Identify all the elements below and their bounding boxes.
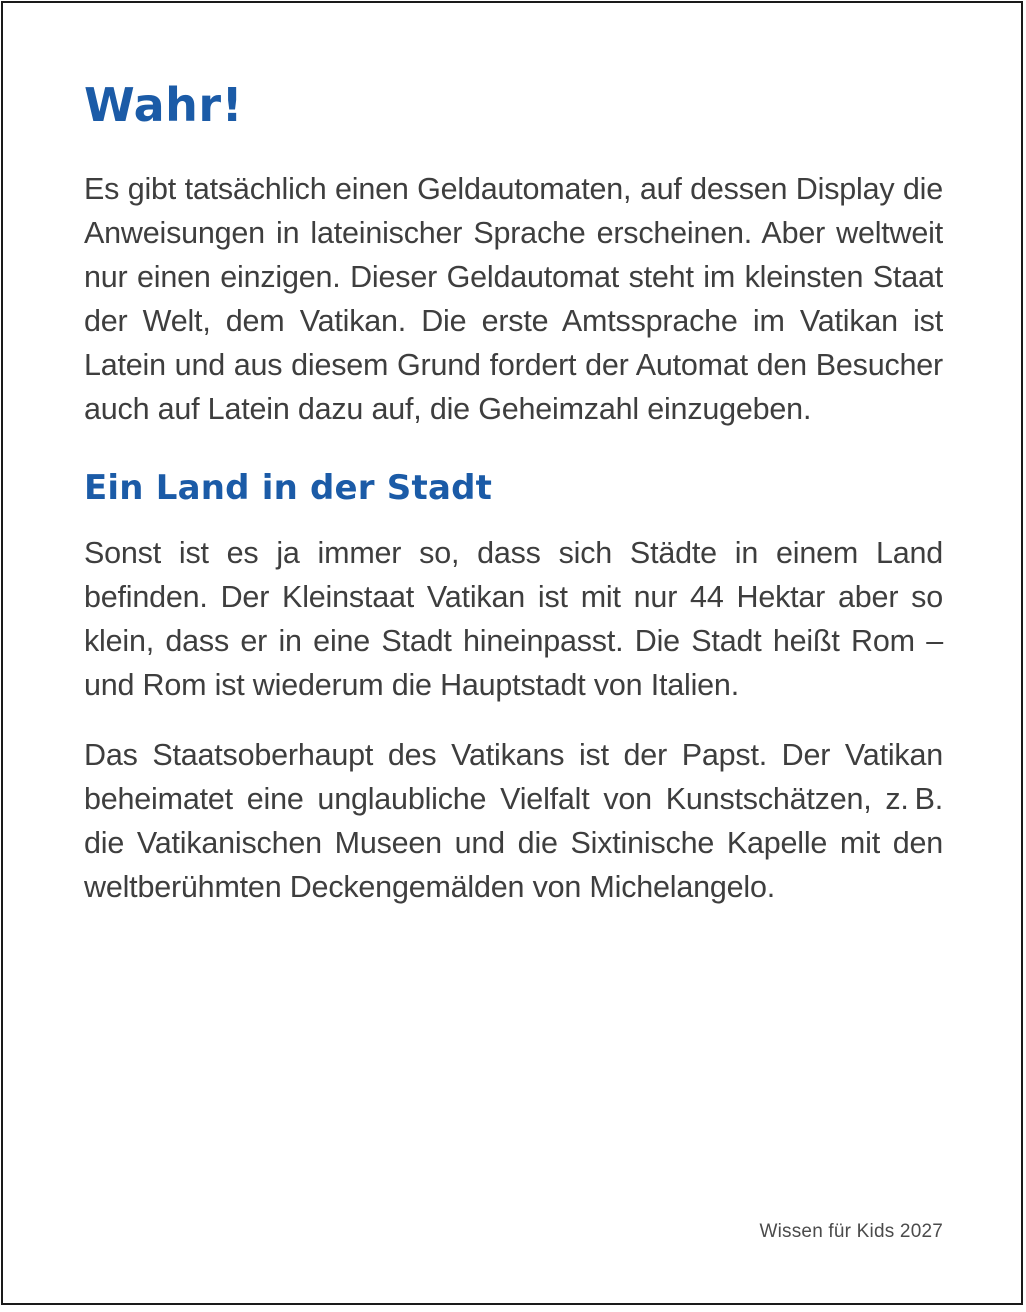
footer-credit: Wissen für Kids 2027	[759, 1221, 943, 1242]
page-title: Wahr!	[84, 78, 244, 132]
section-heading-country-in-city: Ein Land in der Stadt	[84, 468, 493, 508]
page-content	[3, 77, 1021, 1305]
paragraph-pope-art-treasures: Das Staatsoberhaupt des Vatikans ist der Papst. Der Vatikan beheimatet eine unglaubliche Vielfalt von Kunstschätzen, z. B. die Vatikanischen Museen und die Sixtinische Kapelle mit den weltberühmten Deckengemälden von Michelangelo.	[84, 738, 943, 904]
calendar-page	[1, 1, 1023, 1305]
paragraph-atm-latin: Es gibt tatsächlich einen Geldautomaten, auf dessen Display die Anweisungen in lateinischer Sprache erscheinen. Aber weltweit nur einen einzigen. Dieser Geldautomat steht im kleinsten Staat der Welt, dem Vatikan. Die erste Amtssprache im Vatikan ist Latein und aus diesem Grund fordert der Automat den Besucher auch auf Latein dazu auf, die Geheimzahl einzugeben.	[84, 172, 943, 426]
paragraph-vatican-size: Sonst ist es ja immer so, dass sich Städte in einem Land befinden. Der Kleinstaat Vatikan ist mit nur 44 Hektar aber so klein, dass er in eine Stadt hineinpasst. Die Stadt heißt Rom – und Rom ist wiederum die Hauptstadt von Italien.	[84, 536, 943, 702]
